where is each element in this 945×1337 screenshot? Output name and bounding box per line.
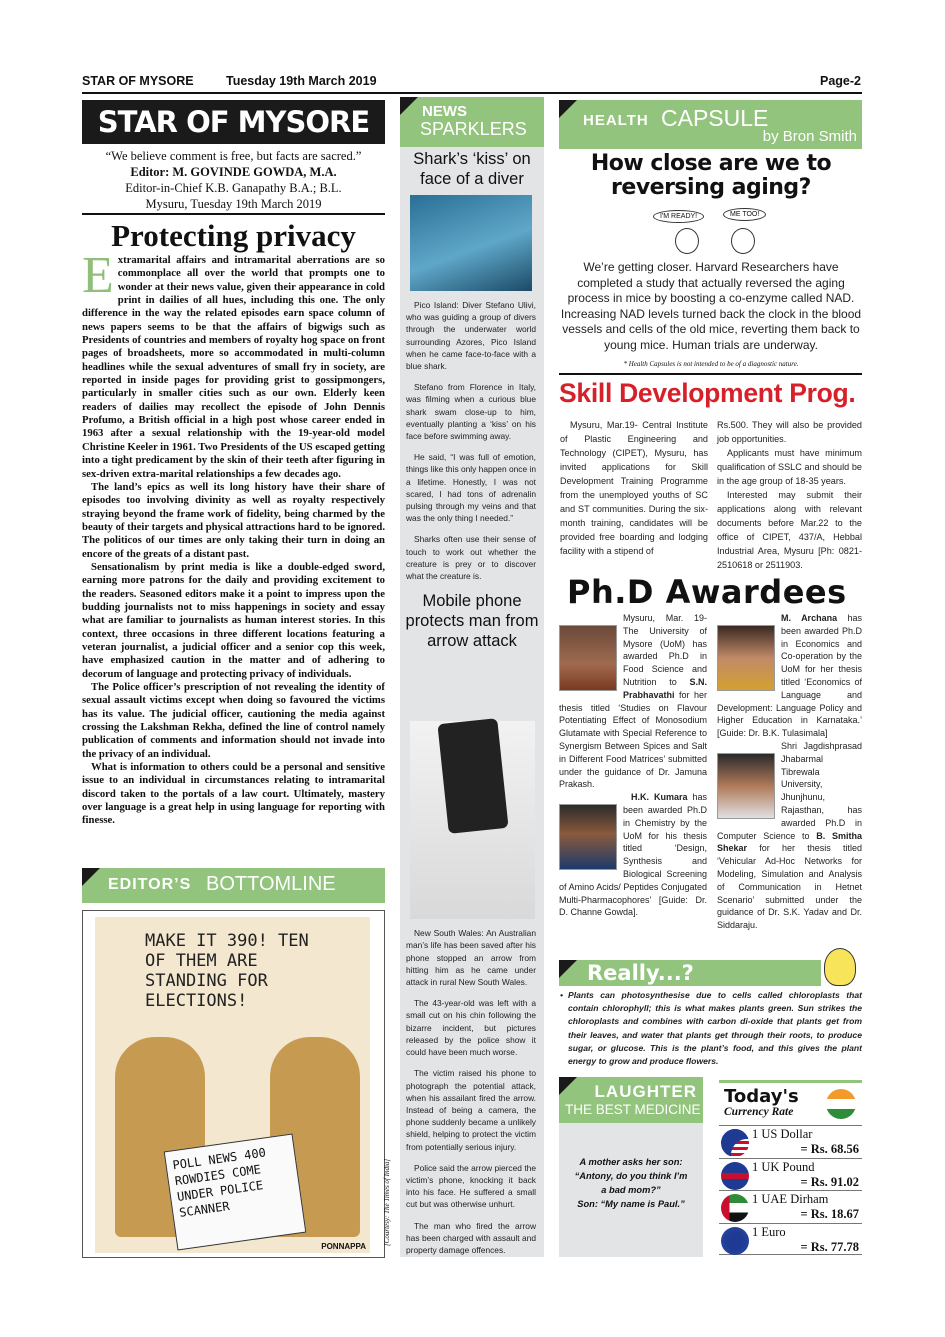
portrait-prabhavathi [559,625,617,691]
cartoon-face-icon [675,228,699,254]
masthead-title: STAR OF MYSORE [82,100,385,144]
currency-row [719,1125,862,1158]
phd-col2 [717,612,862,932]
lightbulb-mascot-icon [824,948,856,986]
skill-paragraph: Applicants must have minimum qualification of SSLC and should be in the age group of 18-35 years. [717,448,862,486]
health-light: CAPSULE [661,105,769,131]
currency-header [719,1083,862,1125]
laughter-title: LAUGHTER [594,1082,697,1101]
currency-rate: = Rs. 91.02 [800,1174,859,1189]
story-paragraph: He said, “I was full of emotion, things like this only happen once in a lifetime. Honestly, I was not scared, I had tons of adrenalin pulsing through my veins and that was the only thing I needed.” [406,452,536,524]
currency-name: 1 Euro [752,1224,786,1239]
motto: “We believe comment is free, but facts are sacred.” [105,149,362,163]
speech-bubble: ME TOO! [723,208,766,221]
story-paragraph: Police said the arrow pierced the victim’s phone, knocking it back into his face. He suffered a small cut but was otherwise unhurt. [406,1162,536,1210]
laughter-box [559,1077,703,1257]
bottomline-light: BOTTOMLINE [206,873,336,895]
currency-subtitle: Currency Rate [724,1106,794,1118]
phone-image [437,718,508,834]
phone-photo [410,721,535,919]
laughter-subtitle: THE BEST MEDICINE [565,1102,701,1117]
cartoon-courtesy: [Courtesy: The Times of India] [383,1158,391,1246]
corner-marker-icon [559,960,577,978]
skill-paragraph: Interested may submit their applications along with relevant documents before Mar.22 to the office of CIPET, 437/A, Hebbal Industrial Area, Mysuru [Ph: 0821- 2510618 or 2511903. [717,490,862,570]
joke-line: Son: “My name is Paul.” [577,1199,685,1209]
story-paragraph: Sharks often use their sense of touch to work out whether the creature is prey or to discover what the creature is. [406,534,536,582]
cartoonist-signature: PONNAPPA [321,1242,366,1251]
health-cartoon [645,208,775,256]
portrait-archana [717,625,775,691]
currency-name: 1 US Dollar [752,1127,813,1141]
phd-col1 [559,612,707,919]
editorial-paragraph: The land’s epics as well its long history have their share of episodes too involving divinity as well as royalty respectively straying beyond the frame work of fidelity, being charmed by the beauty of their targets and physical attractions hard to be ignored. The politicos of our times are only taking their turn in doing an encore of the greats of a distant past. [82,480,385,560]
editor: Editor: M. GOVINDE GOWDA, M.A. [130,165,337,179]
currency-row [719,1190,862,1223]
shark-headline: Shark’s ‘kiss’ on face of a diver [413,150,531,188]
corner-marker-icon [559,1077,577,1095]
currency-name: 1 UAE Dirham [752,1192,829,1206]
bottomline-banner [82,868,385,903]
eu-flag-icon [721,1227,749,1255]
really-body [560,989,862,1068]
story-paragraph: The man who fired the arrow has been charged with assault and property damage offences. [406,1220,536,1255]
really-banner [559,960,821,986]
awardee-name: H.K. Kumara [631,792,688,803]
awardee-name: S.N. Prabhavathi [623,676,707,700]
dateline: Mysuru, Tuesday 19th March 2019 [145,197,322,211]
story-paragraph: New South Wales: An Australian man’s life has been saved after his phone stopped an arrow from hitting him as he came under attack in rural New South Wales. [406,928,536,988]
cartoon-face-icon [731,228,755,254]
corner-marker-icon [82,868,100,886]
skill-col1 [560,418,708,558]
corner-marker-icon [559,100,577,118]
india-flag-icon [826,1089,856,1119]
shark-story [400,299,544,582]
editorial-title: Protecting privacy [111,218,356,253]
shark-photo [410,195,532,291]
awardee-name: M. Archana [781,613,838,623]
health-headline: How close are we to reversing aging? [590,151,832,200]
phone-story [400,927,544,1256]
cartoon-image [95,917,370,1253]
phd-text: for her thesis titled ‘Vehicular Ad-Hoc Networks for Modeling, Simulation and Analysis of Communication in Hetnet Scenario’ submitted under the guidance of Dr. S.K. Yadav and Dr. Siddaraju. [717,843,862,931]
portrait-kumara [559,804,617,870]
sparklers-bold: NEWS [422,103,467,120]
health-disclaimer: * Health Capsules is not intended to be of a diagnostic nature. [623,360,799,368]
phd-text: for her thesis titled ‘Studies on Flavour Potentiating Effect of Monosodium Glutamate with Special Reference to Synergism Between Spices and Salt in Different Food Matrices’ submitted under the guidance of Dr. Jamuna Prakash. [559,689,707,790]
editorial-paragraph: What is information to others could be a personal and sensitive issue to an individual in circumstances relating to intramarital discord taken to the portals of a law court. Ultimately, mastery over language is a great help in using language for reporting with finesse. [82,761,385,827]
currency-box [719,1080,862,1255]
portrait-smitha [717,753,775,819]
phd-text: Shri Jagdishprasad Jhabarmal Tibrewala University, Jhunjhunu, Rajasthan, has awarded Ph.D in Computer Science to [717,740,862,841]
health-body: We’re getting closer. Harvard Researchers have completed a study that actually reversed the aging process in mice by boosting a co-enzyme called NAD. Increasing NAD levels turned back the clock in the blood vessels and cells of the old mice, reverting them back to young mice. Human trials are underway. [560,260,862,352]
really-title: Really...? [587,961,694,985]
bottomline-bold: EDITOR’S [108,876,192,893]
news-sparklers-column [400,97,544,1257]
uk-flag-icon [721,1162,749,1190]
us-flag-icon [721,1129,749,1157]
phd-text: Mysuru, Mar. 19- The University of Mysore (UoM) has awarded Ph.D in Food Science and Nutrition to [623,613,707,687]
editorial-body [82,247,385,828]
corner-marker-icon [400,97,418,115]
sparklers-light: SPARKLERS [420,119,527,139]
skill-paragraph: Rs.500. They will also be provided job opportunities. [717,420,862,444]
bullet-icon: • [560,990,564,1000]
story-paragraph: Stefano from Florence in Italy, was filming when a curious blue shark swam close-up to him, eventually planting a ‘kiss’ on his face before swimming away. [406,382,536,442]
really-text: Plants can photosynthesise due to cells called chloroplasts that contain chlorophyll; this is what makes plants green. Sun strikes the chloroplasts and combines with carbon di-oxide that plants get from their leaves, and water that plants get through their roots, to produce sugar, or glucose. This is the plant’s food, and this gives the plant energy to grow and produce flowers. [568,990,862,1067]
health-bold: HEALTH [583,112,649,129]
masthead-rule [82,213,385,215]
phone-headline: Mobile phone protects man from arrow attack [405,592,539,651]
cartoon-newspaper: POLL NEWS 400 ROWDIES COME UNDER POLICE SCANNER [164,1133,307,1250]
phd-text: has been awarded Ph.D in Chemistry by the UoM for his thesis titled ‘Design, Synthesis and Biological Screening of Amino Acids/ Peptides Conjugated Multi-Pharmacophores’ [Guide: Dr. D. Channe Gowda]. [559,792,707,918]
currency-rate: = Rs. 77.78 [800,1239,859,1254]
editor-in-chief: Editor-in-Chief K.B. Ganapathy B.A.; B.L. [125,181,342,195]
skill-paragraph: Mysuru, Mar.19- Central Institute of Plastic Engineering and Technology (CIPET), Mysuru, has invited applications for Skill Development Training Programme from the unemployed youths of SC and ST communities. During the six-month training, candidates will be provided free boarding and lodging facility with a stipend of [560,420,708,556]
skill-col2 [717,418,862,572]
phd-headline: Ph.D Awardees [567,573,847,611]
currency-row [719,1158,862,1191]
news-sparklers-banner [400,97,544,147]
running-head-paper: STAR OF MYSORE [82,74,194,88]
health-byline: by Bron Smith [762,128,857,145]
masthead-info [82,148,385,212]
phd-text: has been awarded Ph.D in Economics and Co-operation by the UoM for her thesis titled ‘Economics of Language and Development: Language Policy and Higher Education in Karnataka.’ [Guide: Dr. B.K. Tulasimala] [717,613,862,739]
editorial-paragraph: The Police officer’s prescription of not revealing the identity of sexual assault victims except when doing so favoured the victims has its value. The judicial officer, cautioning the media against crossing the Lakshman Rekha, defined the line of control namely publication of comments and information should not invade into the privacy of an individual. [82,681,385,760]
page-number: Page-2 [820,74,861,88]
joke-line: a bad mom?” [601,1185,661,1195]
cartoon-frame [82,910,391,1258]
speech-bubble: I'M READY! [653,210,704,223]
health-capsule-banner [559,100,862,149]
running-head-date: Tuesday 19th March 2019 [226,74,377,88]
currency-name: 1 UK Pound [752,1159,815,1174]
cartoon-speech: MAKE IT 390! TEN OF THEM ARE STANDING FOR ELECTIONS! [145,931,309,1011]
awardee-name: B. Smitha Shekar [717,830,862,854]
editorial-paragraph: Sensationalism by print media is like a double-edged sword, earning more patrons for the daily and providing excitement to the readers. Seasoned editors make it a point to impress upon the budding journalists not to miss happenings in society and essay what are familiar to journalists as human interest stories. In this context, three occasions in three different locations featuring a veteran journalist, a judicial officer and a senior cop this week, have emphasized caution in the matter and of adhering to decorum of language and protecting privacy of individuals. [82,560,385,680]
drop-cap: E [82,247,114,304]
currency-rate: = Rs. 68.56 [800,1142,859,1156]
joke [559,1155,703,1211]
currency-row [719,1223,862,1256]
laughter-banner [559,1077,703,1123]
story-paragraph: The victim raised his phone to photograph the potential attack, when his assailant fired the arrow. Instead of being a camera, the phone suddenly became a unlikely shield, helping to protect the victim from potentially serious injury. [406,1068,536,1152]
story-paragraph: Pico Island: Diver Stefano Ulivi, who was guiding a group of divers through the underwater world surrounding Azores, Pico Island when he came face-to-face with a blue shark. [406,300,536,372]
header-rule [82,92,862,94]
editorial-paragraph: xtramarital affairs and intramarital aberrations are so commonplace all over the world that prompts one to wonder at their news value, given their appearance in cold print in dailies of all hues, including this one. The only difference in the way the related episodes earn space column of news papers seems to be that the affairs of bigwigs such as Presidents of countries and members of royalty hog space on front pages of broadsheets, more so accommodated in multi-column headlines while the sexual adventures of small fry in society, are reported in inside pages for providing grist to gossipmongers, particularly in smaller cities such as our own. Elderly keen readers of dailies may recollect the episode of John Dennis Profumo, a British official in a high post whose career ended in 1963 after a sexual relationship with the 19-year-old model Christine Keeler in 1961. Two Presidents of the US escaped getting into a tight predicament by the skin of their teeth after figuring in sex-driven extra-marital relationships a few decades ago. [82,254,385,480]
currency-rate: = Rs. 18.67 [800,1207,859,1221]
story-paragraph: The 43-year-old was left with a small cut on his chin following the bizarre incident, but pictures released by the police show it could have been much worse. [406,998,536,1058]
joke-line: A mother asks her son: [579,1157,683,1167]
health-rule [559,373,862,375]
currency-title: Today's [724,1086,799,1107]
uae-flag-icon [721,1194,749,1222]
joke-line: “Antony, do you think I’m [574,1171,688,1181]
skill-headline: Skill Development Prog. [559,378,856,408]
